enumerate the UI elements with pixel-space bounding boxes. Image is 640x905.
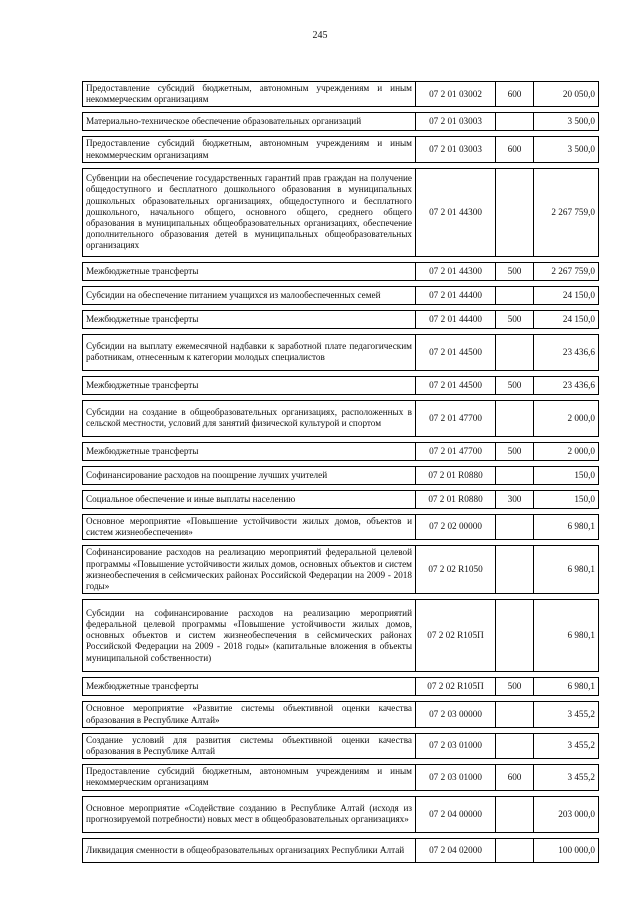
row-sum-cell: 2 000,0 bbox=[534, 400, 599, 436]
row-expense-type-cell: 600 bbox=[496, 137, 534, 162]
row-name-cell: Предоставление субсидий бюджетным, автономным учреждениям и иным некоммерческим организациям bbox=[83, 765, 416, 790]
row-name-cell: Создание условий для развития системы объективной оценки качества образования в Республике Алтай bbox=[83, 733, 416, 758]
table-row bbox=[83, 600, 599, 672]
row-code-cell: 07 2 01 03003 bbox=[416, 113, 496, 131]
table-row bbox=[83, 113, 599, 131]
row-name-cell: Субсидии на выплату ежемесячной надбавки к заработной плате педагогическим работникам, отнесенным к категории молодых специалистов bbox=[83, 334, 416, 370]
row-expense-type-cell bbox=[496, 400, 534, 436]
row-code-cell: 07 2 02 R105П bbox=[416, 600, 496, 672]
row-name-cell: Предоставление субсидий бюджетным, автономным учреждениям и иным некоммерческим организациям bbox=[83, 82, 416, 107]
row-sum-cell: 23 436,6 bbox=[534, 376, 599, 394]
row-expense-type-cell: 500 bbox=[496, 262, 534, 280]
row-name-cell: Софинансирование расходов на реализацию мероприятий федеральной целевой программы «Повышение устойчивости жилых домов, основных объектов и систем жизнеобеспечения в сейсмических районах Российской Федерации на 2009 - 2018 годы» bbox=[83, 546, 416, 594]
row-expense-type-cell: 500 bbox=[496, 678, 534, 696]
budget-table bbox=[82, 81, 599, 863]
table-row bbox=[83, 168, 599, 256]
row-code-cell: 07 2 04 02000 bbox=[416, 838, 496, 862]
table-row bbox=[83, 838, 599, 862]
row-name-cell: Социальное обеспечение и иные выплаты населению bbox=[83, 490, 416, 508]
table-row bbox=[83, 137, 599, 162]
table-row bbox=[83, 514, 599, 539]
table-row bbox=[83, 286, 599, 304]
row-name-cell: Межбюджетные трансферты bbox=[83, 678, 416, 696]
row-code-cell: 07 2 03 00000 bbox=[416, 702, 496, 727]
row-sum-cell: 2 267 759,0 bbox=[534, 262, 599, 280]
row-expense-type-cell bbox=[496, 334, 534, 370]
table-row bbox=[83, 733, 599, 758]
table-row bbox=[83, 400, 599, 436]
row-code-cell: 07 2 01 R0880 bbox=[416, 490, 496, 508]
row-name-cell: Основное мероприятие «Повышение устойчивости жилых домов, объектов и систем жизнеобеспечения» bbox=[83, 514, 416, 539]
row-name-cell: Межбюджетные трансферты bbox=[83, 262, 416, 280]
row-expense-type-cell: 500 bbox=[496, 376, 534, 394]
table-row bbox=[83, 442, 599, 460]
row-code-cell: 07 2 01 44400 bbox=[416, 286, 496, 304]
row-sum-cell: 6 980,1 bbox=[534, 600, 599, 672]
row-sum-cell: 3 455,2 bbox=[534, 702, 599, 727]
row-name-cell: Предоставление субсидий бюджетным, автономным учреждениям и иным некоммерческим организациям bbox=[83, 137, 416, 162]
row-sum-cell: 20 050,0 bbox=[534, 82, 599, 107]
row-code-cell: 07 2 01 44400 bbox=[416, 310, 496, 328]
row-name-cell: Материально-техническое обеспечение образовательных организаций bbox=[83, 113, 416, 131]
row-expense-type-cell bbox=[496, 600, 534, 672]
row-expense-type-cell bbox=[496, 113, 534, 131]
row-sum-cell: 2 000,0 bbox=[534, 442, 599, 460]
row-sum-cell: 3 500,0 bbox=[534, 113, 599, 131]
row-sum-cell: 2 267 759,0 bbox=[534, 168, 599, 256]
row-code-cell: 07 2 01 47700 bbox=[416, 400, 496, 436]
row-name-cell: Межбюджетные трансферты bbox=[83, 376, 416, 394]
row-code-cell: 07 2 04 00000 bbox=[416, 796, 496, 832]
row-sum-cell: 203 000,0 bbox=[534, 796, 599, 832]
row-name-cell: Субсидии на создание в общеобразовательных организациях, расположенных в сельской местности, условий для занятий физической культурой и спортом bbox=[83, 400, 416, 436]
row-code-cell: 07 2 01 03002 bbox=[416, 82, 496, 107]
row-sum-cell: 150,0 bbox=[534, 466, 599, 484]
row-sum-cell: 6 980,1 bbox=[534, 514, 599, 539]
row-name-cell: Основное мероприятие «Развитие системы объективной оценки качества образования в Республике Алтай» bbox=[83, 702, 416, 727]
row-sum-cell: 24 150,0 bbox=[534, 310, 599, 328]
table-row bbox=[83, 765, 599, 790]
row-name-cell: Субсидии на обеспечение питанием учащихся из малообеспеченных семей bbox=[83, 286, 416, 304]
table-row bbox=[83, 310, 599, 328]
row-code-cell: 07 2 02 00000 bbox=[416, 514, 496, 539]
table-row bbox=[83, 466, 599, 484]
row-name-cell: Субсидии на софинансирование расходов на реализацию мероприятий федеральной целевой программы «Повышение устойчивости жилых домов, основных объектов и систем жизнеобеспечения в сейсмических районах Российской Федерации на 2009 - 2018 годы» (капитальные вложения в объекты муниципальной собственности) bbox=[83, 600, 416, 672]
row-code-cell: 07 2 03 01000 bbox=[416, 765, 496, 790]
row-sum-cell: 100 000,0 bbox=[534, 838, 599, 862]
row-code-cell: 07 2 02 R1050 bbox=[416, 546, 496, 594]
row-name-cell: Межбюджетные трансферты bbox=[83, 310, 416, 328]
row-expense-type-cell bbox=[496, 514, 534, 539]
row-expense-type-cell bbox=[496, 286, 534, 304]
row-sum-cell: 3 455,2 bbox=[534, 765, 599, 790]
row-code-cell: 07 2 01 03003 bbox=[416, 137, 496, 162]
row-expense-type-cell: 500 bbox=[496, 442, 534, 460]
row-name-cell: Межбюджетные трансферты bbox=[83, 442, 416, 460]
row-code-cell: 07 2 01 R0880 bbox=[416, 466, 496, 484]
row-expense-type-cell bbox=[496, 838, 534, 862]
table-row bbox=[83, 376, 599, 394]
row-expense-type-cell: 600 bbox=[496, 82, 534, 107]
row-code-cell: 07 2 01 44500 bbox=[416, 334, 496, 370]
row-code-cell: 07 2 01 44300 bbox=[416, 168, 496, 256]
row-name-cell: Софинансирование расходов на поощрение лучших учителей bbox=[83, 466, 416, 484]
row-sum-cell: 150,0 bbox=[534, 490, 599, 508]
row-sum-cell: 3 500,0 bbox=[534, 137, 599, 162]
table-row bbox=[83, 678, 599, 696]
row-expense-type-cell bbox=[496, 796, 534, 832]
row-expense-type-cell bbox=[496, 733, 534, 758]
row-sum-cell: 23 436,6 bbox=[534, 334, 599, 370]
table-row bbox=[83, 262, 599, 280]
table-row bbox=[83, 82, 599, 107]
row-sum-cell: 6 980,1 bbox=[534, 546, 599, 594]
row-expense-type-cell: 300 bbox=[496, 490, 534, 508]
row-sum-cell: 3 455,2 bbox=[534, 733, 599, 758]
row-code-cell: 07 2 03 01000 bbox=[416, 733, 496, 758]
page-number: 245 bbox=[312, 30, 328, 41]
table-row bbox=[83, 796, 599, 832]
row-code-cell: 07 2 01 44300 bbox=[416, 262, 496, 280]
row-name-cell: Ликвидация сменности в общеобразовательных организациях Республики Алтай bbox=[83, 838, 416, 862]
row-expense-type-cell bbox=[496, 702, 534, 727]
row-code-cell: 07 2 01 44500 bbox=[416, 376, 496, 394]
table-row bbox=[83, 702, 599, 727]
row-code-cell: 07 2 02 R105П bbox=[416, 678, 496, 696]
table-row bbox=[83, 490, 599, 508]
row-name-cell: Субвенции на обеспечение государственных гарантий прав граждан на получение общедоступного и бесплатного дошкольного образования в муниципальных дошкольных образовательных организациях, общедоступного и бесплатного дошкольного, начального общего, основного общего, среднего общего образования в муниципальных общеобразовательных организациях, обеспечение дополнительного образования детей в муниципальных общеобразовательных организациях bbox=[83, 168, 416, 256]
row-sum-cell: 24 150,0 bbox=[534, 286, 599, 304]
row-expense-type-cell bbox=[496, 466, 534, 484]
row-name-cell: Основное мероприятие «Содействие созданию в Республике Алтай (исходя из прогнозируемой потребности) новых мест в общеобразовательных организациях» bbox=[83, 796, 416, 832]
table-row bbox=[83, 334, 599, 370]
row-expense-type-cell: 500 bbox=[496, 310, 534, 328]
row-expense-type-cell: 600 bbox=[496, 765, 534, 790]
row-expense-type-cell bbox=[496, 546, 534, 594]
table-row bbox=[83, 546, 599, 594]
row-sum-cell: 6 980,1 bbox=[534, 678, 599, 696]
row-expense-type-cell bbox=[496, 168, 534, 256]
row-code-cell: 07 2 01 47700 bbox=[416, 442, 496, 460]
